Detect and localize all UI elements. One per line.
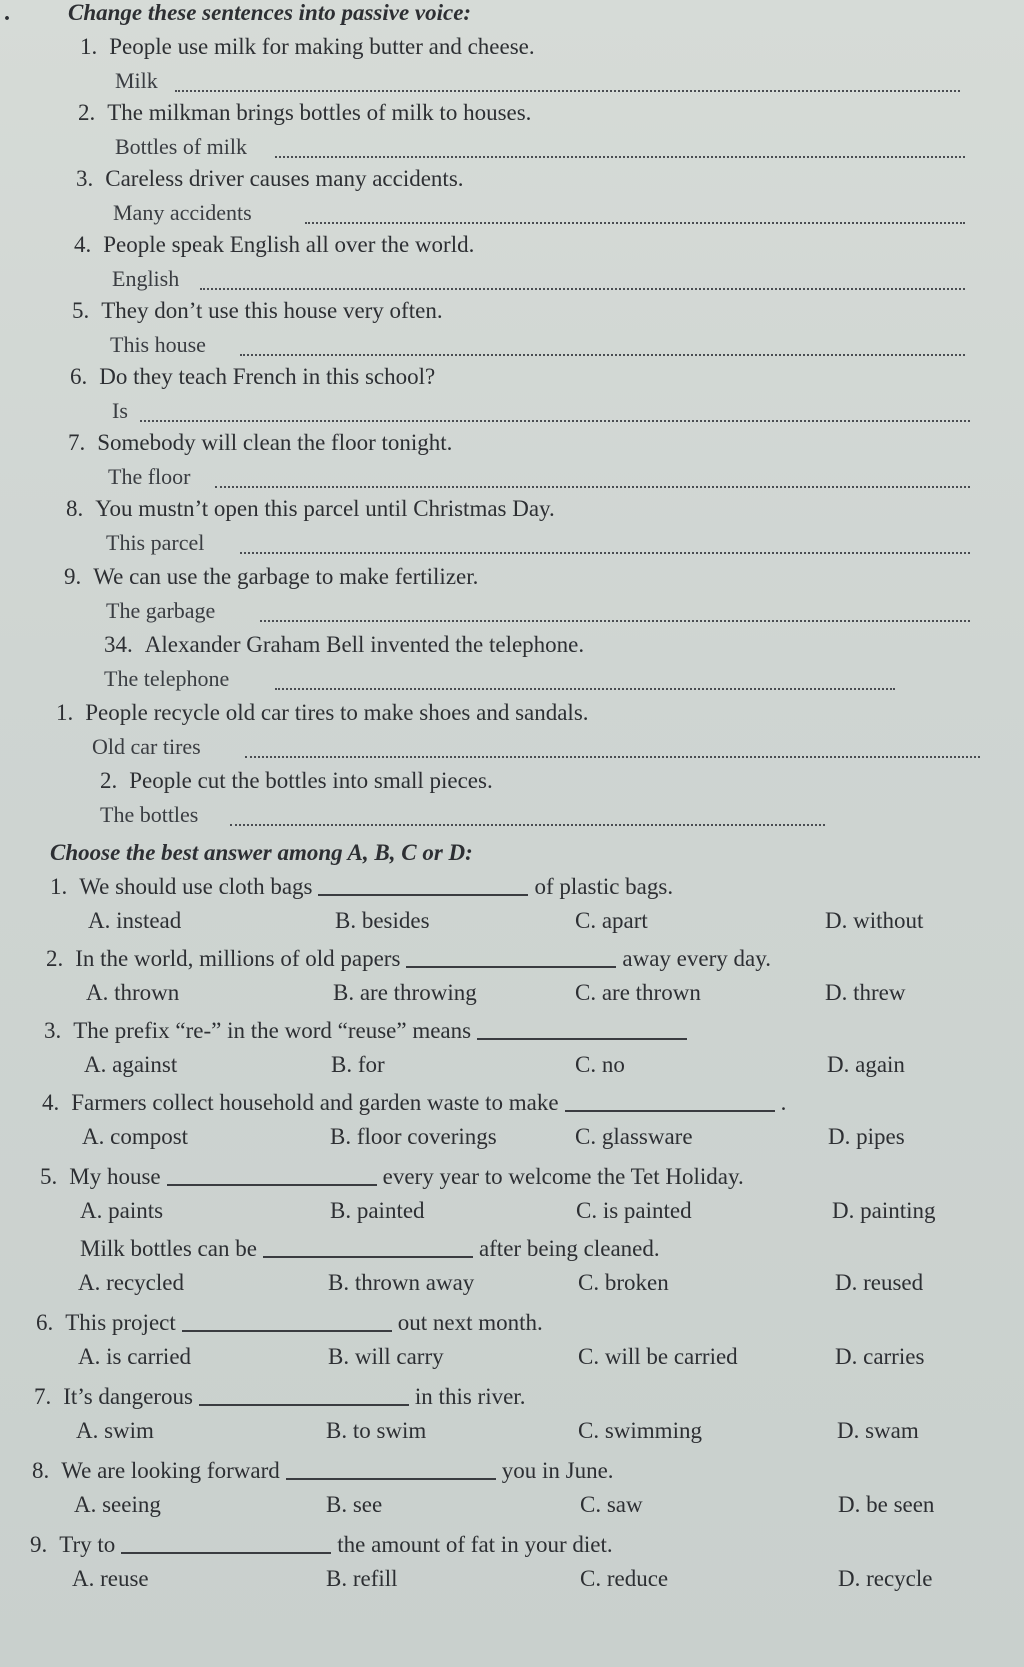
answer-option[interactable]: D. recycle bbox=[838, 1566, 933, 1591]
answer-option[interactable]: A. is carried bbox=[78, 1344, 192, 1369]
question-text-after: in this river. bbox=[414, 1384, 526, 1409]
question-text-after: . bbox=[780, 1090, 787, 1115]
answer-option[interactable]: D. carries bbox=[835, 1344, 925, 1369]
passive-voice-heading: Change these sentences into passive voice: bbox=[68, 0, 472, 25]
question-number: 3. bbox=[76, 166, 94, 191]
question-text-after: the amount of fat in your diet. bbox=[337, 1532, 613, 1557]
question-sentence: Somebody will clean the floor tonight. bbox=[97, 430, 453, 455]
answer-option[interactable]: B. to swim bbox=[326, 1418, 427, 1443]
question-text-before: The prefix “re-” in the word “reuse” means bbox=[73, 1018, 472, 1043]
mcq-question bbox=[32, 1458, 614, 1484]
answer-line[interactable] bbox=[260, 620, 970, 622]
answer-line[interactable] bbox=[175, 90, 960, 92]
answer-blank[interactable] bbox=[167, 1184, 377, 1186]
question-sentence: Alexander Graham Bell invented the telephone. bbox=[144, 632, 585, 657]
answer-line[interactable] bbox=[245, 756, 980, 758]
question-number: 6. bbox=[36, 1310, 54, 1335]
mcq-question bbox=[34, 1384, 525, 1410]
question-sentence: We can use the garbage to make fertilizer. bbox=[93, 564, 479, 589]
question-number: 1. bbox=[80, 34, 98, 59]
answer-stem: English bbox=[112, 266, 180, 291]
answer-option[interactable]: C. reduce bbox=[580, 1566, 669, 1591]
answer-option[interactable]: D. without bbox=[825, 908, 924, 933]
question-number: 7. bbox=[68, 430, 86, 455]
answer-option[interactable]: A. paints bbox=[80, 1198, 164, 1223]
answer-stem: The garbage bbox=[106, 598, 216, 623]
question-text-before: Farmers collect household and garden waste to make bbox=[71, 1090, 559, 1115]
question-text-before: We are looking forward bbox=[61, 1458, 280, 1483]
answer-blank[interactable] bbox=[199, 1404, 409, 1406]
question-text-before: My house bbox=[69, 1164, 161, 1189]
answer-line[interactable] bbox=[275, 688, 895, 690]
question-text-before: Try to bbox=[59, 1532, 116, 1557]
answer-stem: The floor bbox=[108, 464, 191, 489]
answer-blank[interactable] bbox=[318, 894, 528, 896]
answer-stem: This parcel bbox=[106, 530, 205, 555]
answer-option[interactable]: D. again bbox=[827, 1052, 905, 1077]
passive-question bbox=[100, 768, 493, 794]
answer-option[interactable]: D. pipes bbox=[828, 1124, 905, 1149]
answer-option[interactable]: C. are thrown bbox=[575, 980, 701, 1005]
answer-line[interactable] bbox=[240, 354, 965, 356]
question-text-after: after being cleaned. bbox=[478, 1236, 660, 1261]
passive-question bbox=[104, 632, 584, 658]
answer-option[interactable]: B. floor coverings bbox=[330, 1124, 497, 1149]
question-text-before: This project bbox=[65, 1310, 176, 1335]
answer-option[interactable]: B. thrown away bbox=[328, 1270, 475, 1295]
answer-line[interactable] bbox=[200, 288, 965, 290]
answer-option[interactable]: C. is painted bbox=[576, 1198, 692, 1223]
question-number: 8. bbox=[32, 1458, 50, 1483]
question-text-before: It’s dangerous bbox=[63, 1384, 193, 1409]
question-number: 3. bbox=[44, 1018, 62, 1043]
answer-line[interactable] bbox=[275, 156, 965, 158]
question-sentence: People cut the bottles into small pieces. bbox=[129, 768, 493, 793]
answer-blank[interactable] bbox=[477, 1038, 687, 1040]
answer-option[interactable]: D. threw bbox=[825, 980, 906, 1005]
question-text-before: Milk bottles can be bbox=[80, 1236, 257, 1261]
question-number: 5. bbox=[72, 298, 90, 323]
answer-blank[interactable] bbox=[263, 1256, 473, 1258]
mcq-question bbox=[50, 874, 673, 900]
answer-line[interactable] bbox=[305, 222, 965, 224]
passive-question bbox=[80, 34, 535, 60]
question-sentence: The milkman brings bottles of milk to houses. bbox=[107, 100, 532, 125]
question-number: 1. bbox=[50, 874, 68, 899]
question-number: 34. bbox=[104, 632, 133, 657]
answer-option[interactable]: D. be seen bbox=[838, 1492, 935, 1517]
question-number: 7. bbox=[34, 1384, 52, 1409]
answer-line[interactable] bbox=[230, 824, 825, 826]
question-number: 1. bbox=[56, 700, 74, 725]
answer-line[interactable] bbox=[215, 486, 970, 488]
answer-option[interactable]: B. besides bbox=[335, 908, 430, 933]
question-sentence: People speak English all over the world. bbox=[103, 232, 475, 257]
answer-line[interactable] bbox=[140, 420, 970, 422]
answer-stem: Old car tires bbox=[92, 734, 201, 759]
mcq-question bbox=[40, 1164, 744, 1190]
passive-question bbox=[66, 496, 555, 522]
corner-mark: . bbox=[4, 0, 10, 26]
answer-option[interactable]: A. against bbox=[84, 1052, 178, 1077]
question-sentence: You mustn’t open this parcel until Christmas Day. bbox=[95, 496, 555, 521]
answer-option[interactable]: A. reuse bbox=[72, 1566, 149, 1591]
mcq-question bbox=[80, 1236, 660, 1262]
answer-stem: This house bbox=[110, 332, 206, 357]
mcq-question bbox=[42, 1090, 786, 1116]
question-number: 9. bbox=[30, 1532, 48, 1557]
question-text-after: of plastic bags. bbox=[534, 874, 674, 899]
question-sentence: People use milk for making butter and cheese. bbox=[109, 34, 535, 59]
question-sentence: Careless driver causes many accidents. bbox=[105, 166, 464, 191]
answer-option[interactable]: C. apart bbox=[575, 908, 648, 933]
passive-question bbox=[78, 100, 531, 126]
mcq-question bbox=[36, 1310, 543, 1336]
answer-stem: The telephone bbox=[104, 666, 230, 691]
answer-option[interactable]: D. swam bbox=[837, 1418, 919, 1443]
answer-blank[interactable] bbox=[286, 1478, 496, 1480]
question-number: 2. bbox=[46, 946, 64, 971]
answer-option[interactable]: A. swim bbox=[76, 1418, 154, 1443]
answer-option[interactable]: B. are throwing bbox=[333, 980, 477, 1005]
answer-blank[interactable] bbox=[182, 1330, 392, 1332]
answer-option[interactable]: C. swimming bbox=[578, 1418, 702, 1443]
answer-stem: Is bbox=[112, 398, 128, 423]
answer-option[interactable]: D. painting bbox=[832, 1198, 936, 1223]
question-number: 2. bbox=[100, 768, 118, 793]
answer-option[interactable]: A. seeing bbox=[74, 1492, 161, 1517]
question-number: 6. bbox=[70, 364, 88, 389]
mcq-question bbox=[44, 1018, 693, 1044]
answer-stem: Bottles of milk bbox=[115, 134, 247, 159]
question-number: 5. bbox=[40, 1164, 58, 1189]
question-number: 4. bbox=[42, 1090, 60, 1115]
answer-option[interactable]: C. saw bbox=[580, 1492, 643, 1517]
answer-option[interactable]: C. glassware bbox=[575, 1124, 693, 1149]
question-text-after: every year to welcome the Tet Holiday. bbox=[382, 1164, 744, 1189]
passive-question bbox=[68, 430, 452, 456]
answer-stem: The bottles bbox=[100, 802, 199, 827]
answer-blank[interactable] bbox=[406, 966, 616, 968]
passive-question bbox=[56, 700, 589, 726]
answer-line[interactable] bbox=[240, 552, 970, 554]
answer-stem: Many accidents bbox=[113, 200, 252, 225]
mcq-question bbox=[30, 1532, 613, 1558]
answer-option[interactable]: C. no bbox=[575, 1052, 625, 1077]
answer-option[interactable]: C. broken bbox=[578, 1270, 669, 1295]
answer-blank[interactable] bbox=[565, 1110, 775, 1112]
question-number: 4. bbox=[74, 232, 92, 257]
passive-question bbox=[64, 564, 478, 590]
passive-question bbox=[72, 298, 443, 324]
passive-question bbox=[70, 364, 435, 390]
answer-option[interactable]: A. instead bbox=[88, 908, 182, 933]
answer-option[interactable]: B. painted bbox=[330, 1198, 425, 1223]
passive-question bbox=[74, 232, 474, 258]
question-text-after: out next month. bbox=[397, 1310, 543, 1335]
question-number: 2. bbox=[78, 100, 96, 125]
question-text-after: away every day. bbox=[622, 946, 771, 971]
question-number: 8. bbox=[66, 496, 84, 521]
answer-option[interactable]: B. for bbox=[331, 1052, 385, 1077]
passive-question bbox=[76, 166, 464, 192]
mcq-question bbox=[46, 946, 771, 972]
answer-option[interactable]: C. will be carried bbox=[578, 1344, 738, 1369]
multiple-choice-heading: Choose the best answer among A, B, C or D: bbox=[50, 840, 473, 865]
question-number: 9. bbox=[64, 564, 82, 589]
answer-blank[interactable] bbox=[121, 1552, 331, 1554]
question-sentence: They don’t use this house very often. bbox=[101, 298, 443, 323]
question-text-before: We should use cloth bags bbox=[79, 874, 313, 899]
question-sentence: Do they teach French in this school? bbox=[99, 364, 436, 389]
answer-option[interactable]: D. reused bbox=[835, 1270, 924, 1295]
answer-option[interactable]: B. will carry bbox=[328, 1344, 444, 1369]
answer-option[interactable]: A. thrown bbox=[86, 980, 180, 1005]
answer-option[interactable]: B. see bbox=[326, 1492, 383, 1517]
question-text-after: you in June. bbox=[501, 1458, 614, 1483]
answer-option[interactable]: A. recycled bbox=[78, 1270, 184, 1295]
answer-option[interactable]: A. compost bbox=[82, 1124, 189, 1149]
question-text-before: In the world, millions of old papers bbox=[75, 946, 401, 971]
answer-option[interactable]: B. refill bbox=[326, 1566, 398, 1591]
answer-stem: Milk bbox=[115, 68, 158, 93]
question-sentence: People recycle old car tires to make shoes and sandals. bbox=[85, 700, 589, 725]
